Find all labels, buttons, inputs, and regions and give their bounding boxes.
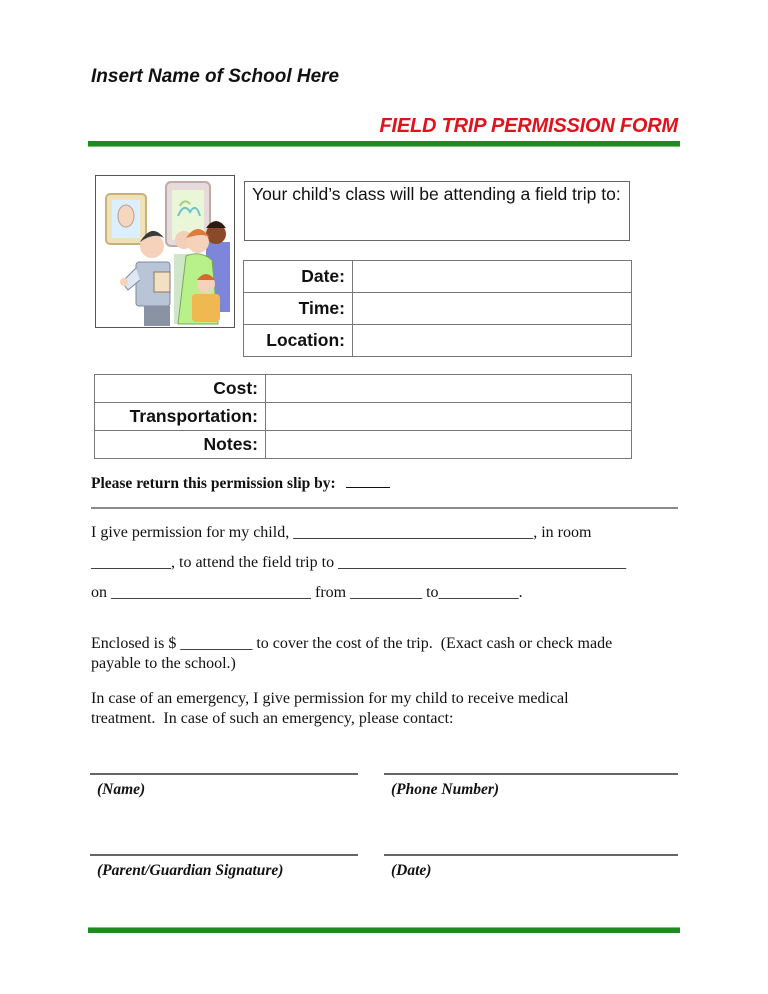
trip-intro-box — [244, 181, 630, 241]
phone-signature-line[interactable] — [384, 773, 678, 775]
permission-line-1 — [91, 524, 591, 542]
field-trip-clipart — [95, 175, 235, 328]
permission-text: , to attend the field trip to — [171, 554, 339, 571]
to-time-field[interactable]: __________ — [438, 584, 519, 601]
school-name: Insert Name of School Here — [91, 66, 340, 87]
transportation-label: Transportation: — [95, 403, 266, 431]
guardian-signature-line[interactable] — [90, 854, 358, 856]
permission-text: . — [518, 584, 523, 601]
destination-field[interactable]: ____________________________________ — [338, 554, 627, 571]
amount-field[interactable]: _________ — [180, 635, 253, 652]
table-row — [95, 431, 632, 459]
return-by-field[interactable] — [346, 473, 390, 488]
time-label: Time: — [244, 293, 353, 325]
cost-field[interactable] — [266, 375, 632, 403]
permission-text: I give permission for my child, — [91, 524, 294, 541]
table-row — [244, 325, 632, 357]
table-row — [244, 293, 632, 325]
table-row — [244, 261, 632, 293]
footer-divider — [88, 928, 680, 933]
notes-field[interactable] — [266, 431, 632, 459]
date-sign-label: (Date) — [391, 862, 432, 879]
location-label: Location: — [244, 325, 353, 357]
trip-date-field[interactable]: _________________________ — [111, 584, 311, 601]
signature-label: (Parent/Guardian Signature) — [97, 862, 284, 879]
header-divider — [88, 141, 680, 146]
transportation-field[interactable] — [266, 403, 632, 431]
emergency-line-1: In case of an emergency, I give permission for my child to receive medical — [91, 690, 569, 707]
enclosed-text: to cover the cost of the trip. (Exact cash or check made — [252, 635, 613, 652]
table-row — [95, 403, 632, 431]
phone-label: (Phone Number) — [391, 781, 500, 798]
cost-label: Cost: — [95, 375, 266, 403]
date-signature-line[interactable] — [384, 854, 678, 856]
name-label: (Name) — [97, 781, 146, 798]
room-field[interactable]: __________ — [91, 554, 171, 571]
name-signature-line[interactable] — [90, 773, 358, 775]
permission-line-2 — [91, 554, 626, 572]
trip-details-table — [243, 260, 632, 357]
gallery-family-illustration — [96, 176, 234, 327]
trip-intro-text: Your child’s class will be attending a field trip to: — [252, 184, 621, 204]
form-title: FIELD TRIP PERMISSION FORM — [379, 115, 678, 137]
permission-text: on — [91, 584, 111, 601]
return-by-label: Please return this permission slip by: — [91, 475, 336, 492]
notes-label: Notes: — [95, 431, 266, 459]
enclosed-text: Enclosed is $ — [91, 635, 181, 652]
enclosed-line-2: payable to the school.) — [91, 655, 236, 672]
location-field[interactable] — [353, 325, 632, 357]
from-time-field[interactable]: _________ — [350, 584, 423, 601]
time-field[interactable] — [353, 293, 632, 325]
section-divider — [91, 507, 678, 509]
permission-text: from — [311, 584, 351, 601]
permission-text: , in room — [533, 524, 592, 541]
trip-extra-table — [94, 374, 632, 459]
emergency-line-2: treatment. In case of such an emergency, please contact: — [91, 710, 454, 727]
permission-line-3 — [91, 584, 523, 602]
permission-text: to — [422, 584, 439, 601]
date-label: Date: — [244, 261, 353, 293]
child-name-field[interactable]: ______________________________ — [293, 524, 534, 541]
return-by-line — [91, 473, 390, 493]
date-field[interactable] — [353, 261, 632, 293]
table-row — [95, 375, 632, 403]
enclosed-line-1 — [91, 635, 612, 653]
